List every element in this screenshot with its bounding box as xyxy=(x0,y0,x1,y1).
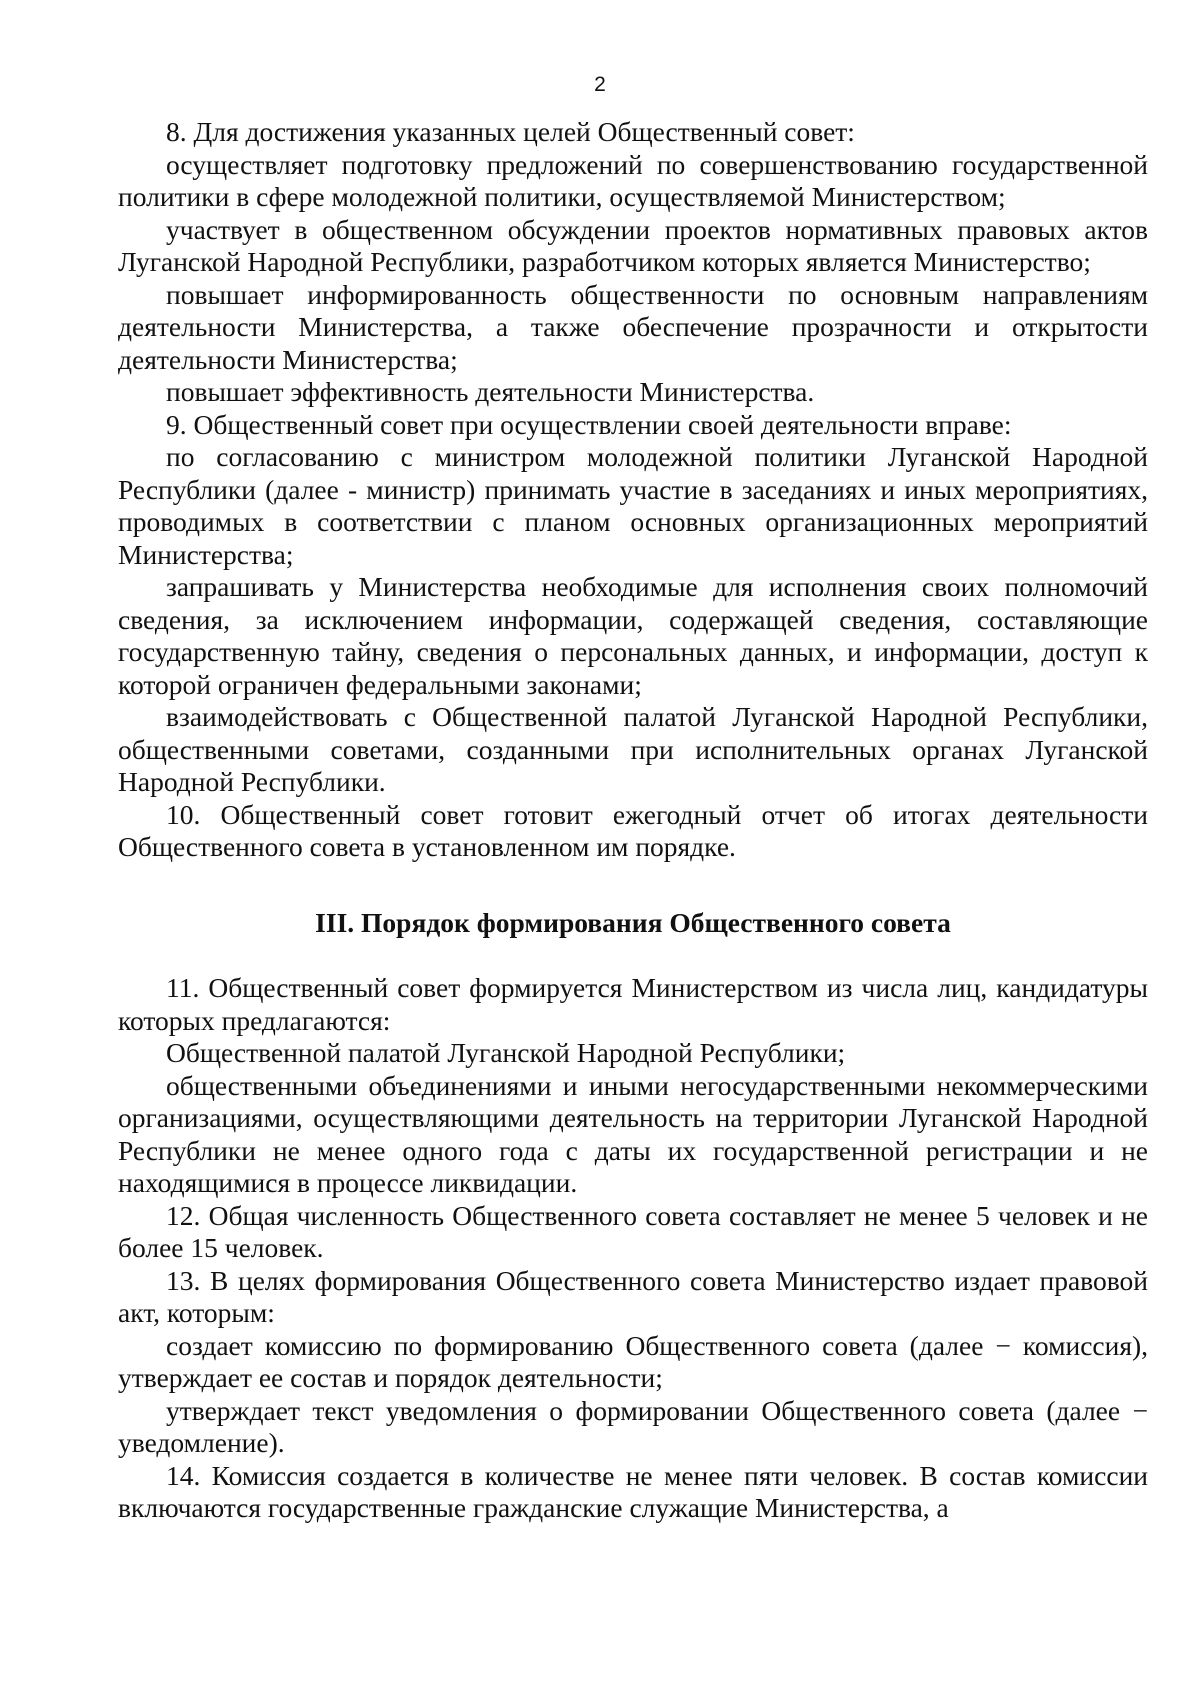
paragraph-13: 13. В целях формирования Общественного совета Министерство издает правовой акт, которым: xyxy=(118,1264,1148,1328)
section-heading: III. Порядок формирования Общественного совета xyxy=(315,906,951,938)
paragraph-12: 12. Общая численность Общественного совета составляет не менее 5 человек и не более 15 человек. xyxy=(118,1199,1148,1263)
paragraph-11-item-associations: общественными объединениями и иными негосударственными некоммерческими организациями, осуществляющими деятельность на территории Луганской Народной Республики не менее одного года с даты их государственной регистрации и не находящимися в процессе ликвидации. xyxy=(118,1069,1148,1198)
paragraph-9-item-interaction: взаимодействовать с Общественной палатой Луганской Народной Республики, общественными советами, созданными при исполнительных органах Луганской Народной Республики. xyxy=(118,701,1148,797)
paragraph-9-item-participation: по согласованию с министром молодежной политики Луганской Народной Республики (далее - министр) принимать участие в заседаниях и иных мероприятиях, проводимых в соответствии с планом основных организационных мероприятий Министерства; xyxy=(118,441,1148,570)
paragraph-13-item-notice: утверждает текст уведомления о формировании Общественного совета (далее − уведомление). xyxy=(118,1394,1148,1458)
paragraph-14: 14. Комиссия создается в количестве не менее пяти человек. В состав комиссии включаются государственные гражданские служащие Министерства, а xyxy=(118,1459,1148,1523)
paragraph-8: 8. Для достижения указанных целей Общественный совет: xyxy=(166,116,855,147)
paragraph-9-item-requests: запрашивать у Министерства необходимые для исполнения своих полномочий сведения, за исключением информации, содержащей сведения, составляющие государственную тайну, сведения о персональных данных, и информации, доступ к которой ограничен федеральными законами; xyxy=(118,571,1148,700)
paragraph-8-item-proposals: осуществляет подготовку предложений по совершенствованию государственной политики в сфере молодежной политики, осуществляемой Министерством; xyxy=(118,148,1148,212)
paragraph-8-item-discussion: участвует в общественном обсуждении проектов нормативных правовых актов Луганской Народной Республики, разработчиком которых является Министерство; xyxy=(118,213,1148,277)
paragraph-8-item-awareness: повышает информированность общественности по основным направлениям деятельности Министерства, а также обеспечение прозрачности и открытости деятельности Министерства; xyxy=(118,278,1148,375)
page-number: 2 xyxy=(594,73,606,96)
paragraph-11-item-chamber: Общественной палатой Луганской Народной Республики; xyxy=(166,1037,846,1068)
paragraph-8-item-efficiency: повышает эффективность деятельности Министерства. xyxy=(166,376,815,407)
paragraph-9: 9. Общественный совет при осуществлении своей деятельности вправе: xyxy=(166,408,1012,440)
document-body xyxy=(118,116,1148,1525)
paragraph-11: 11. Общественный совет формируется Министерством из числа лиц, кандидатуры которых предлагаются: xyxy=(118,972,1148,1036)
paragraph-10: 10. Общественный совет готовит ежегодный отчет об итогах деятельности Общественного совета в установленном им порядке. xyxy=(118,798,1148,862)
paragraph-13-item-commission: создает комиссию по формированию Общественного совета (далее − комиссия), утверждает ее состав и порядок деятельности; xyxy=(118,1329,1148,1393)
